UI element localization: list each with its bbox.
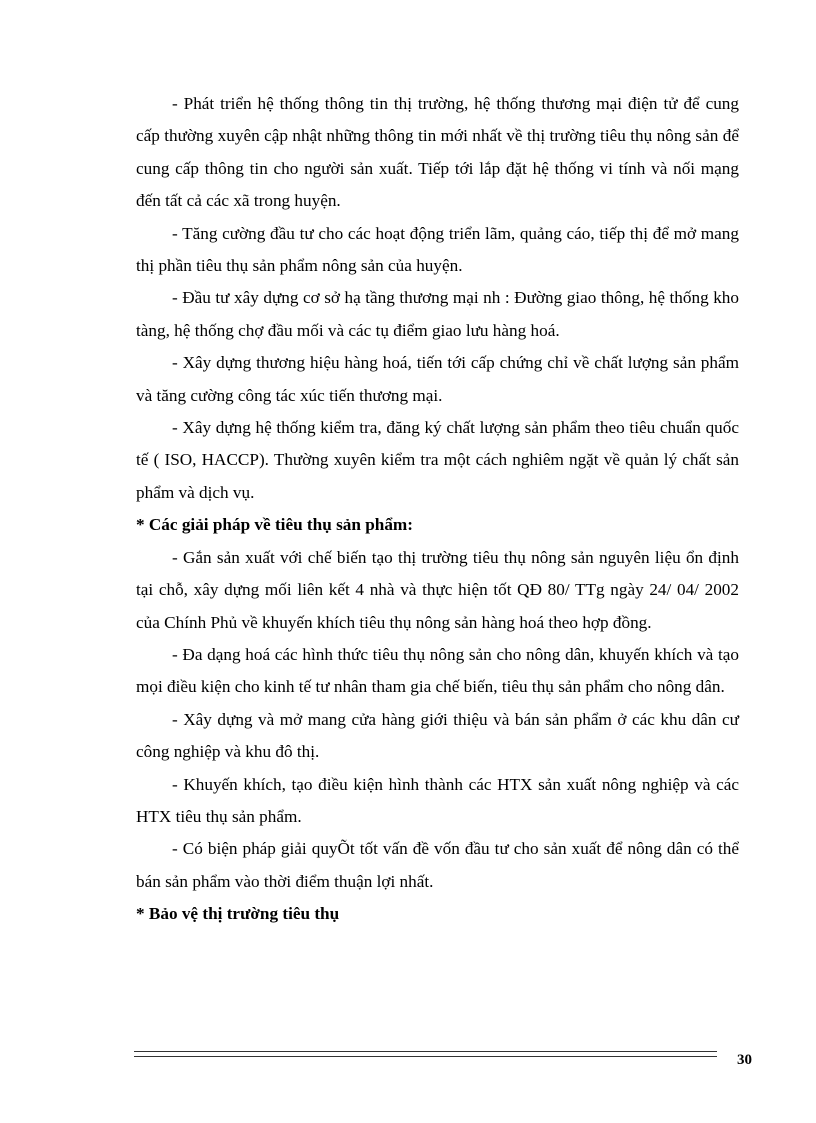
paragraph: - Có biện pháp giải quyÕt tốt vấn đề vốn đầu tư cho sản xuất để nông dân có thể bán sản phẩm vào thời điểm thuận lợi nhất. bbox=[136, 839, 739, 891]
paragraph: - Đầu tư xây dựng cơ sở hạ tầng thương mại nh : Đường giao thông, hệ thống kho tàng, hệ thống chợ đầu mối và các tụ điểm giao lưu hàng hoá. bbox=[136, 288, 739, 340]
footer-divider bbox=[134, 1051, 717, 1057]
page-number: 30 bbox=[737, 1052, 752, 1068]
paragraph: - Đa dạng hoá các hình thức tiêu thụ nông sản cho nông dân, khuyến khích và tạo mọi điều kiện cho kinh tế tư nhân tham gia chế biến, tiêu thụ sản phẩm cho nông dân. bbox=[136, 644, 739, 697]
section-heading: * Bảo vệ thị trường tiêu thụ bbox=[136, 904, 340, 924]
page-body bbox=[136, 88, 739, 931]
paragraph: - Phát triển hệ thống thông tin thị trường, hệ thống thương mại điện tử để cung cấp thường xuyên cập nhật những thông tin mới nhất về thị trường tiêu thụ nông sản để cung cấp thông tin cho người sản xuất. Tiếp tới lắp đặt hệ thống vi tính và nối mạng đến tất cả các xã trong huyện. bbox=[136, 94, 739, 211]
section-heading: * Các giải pháp về tiêu thụ sản phẩm: bbox=[136, 515, 413, 535]
paragraph: - Khuyến khích, tạo điều kiện hình thành các HTX sản xuất nông nghiệp và các HTX tiêu thụ sản phẩm. bbox=[136, 774, 739, 826]
paragraph: - Xây dựng thương hiệu hàng hoá, tiến tới cấp chứng chỉ về chất lượng sản phẩm và tăng cường công tác xúc tiến thương mại. bbox=[136, 353, 739, 405]
paragraph: - Xây dựng hệ thống kiểm tra, đăng ký chất lượng sản phẩm theo tiêu chuẩn quốc tế ( ISO, HACCP). Thường xuyên kiểm tra một cách nghiêm ngặt về quản lý chất sản phẩm và dịch vụ. bbox=[136, 418, 739, 502]
paragraph: - Tăng cường đầu tư cho các hoạt động triển lãm, quảng cáo, tiếp thị để mở mang thị phần tiêu thụ sản phẩm nông sản của huyện. bbox=[136, 223, 739, 276]
paragraph: - Xây dựng và mở mang cửa hàng giới thiệu và bán sản phẩm ở các khu dân cư công nghiệp và khu đô thị. bbox=[136, 709, 739, 762]
paragraph: - Gắn sản xuất với chế biến tạo thị trường tiêu thụ nông sản nguyên liệu ổn định tại chỗ, xây dựng mối liên kết 4 nhà và thực hiện tốt QĐ 80/ TTg ngày 24/ 04/ 2002 của Chính Phủ về khuyến khích tiêu thụ nông sản hàng hoá theo hợp đồng. bbox=[136, 547, 739, 632]
